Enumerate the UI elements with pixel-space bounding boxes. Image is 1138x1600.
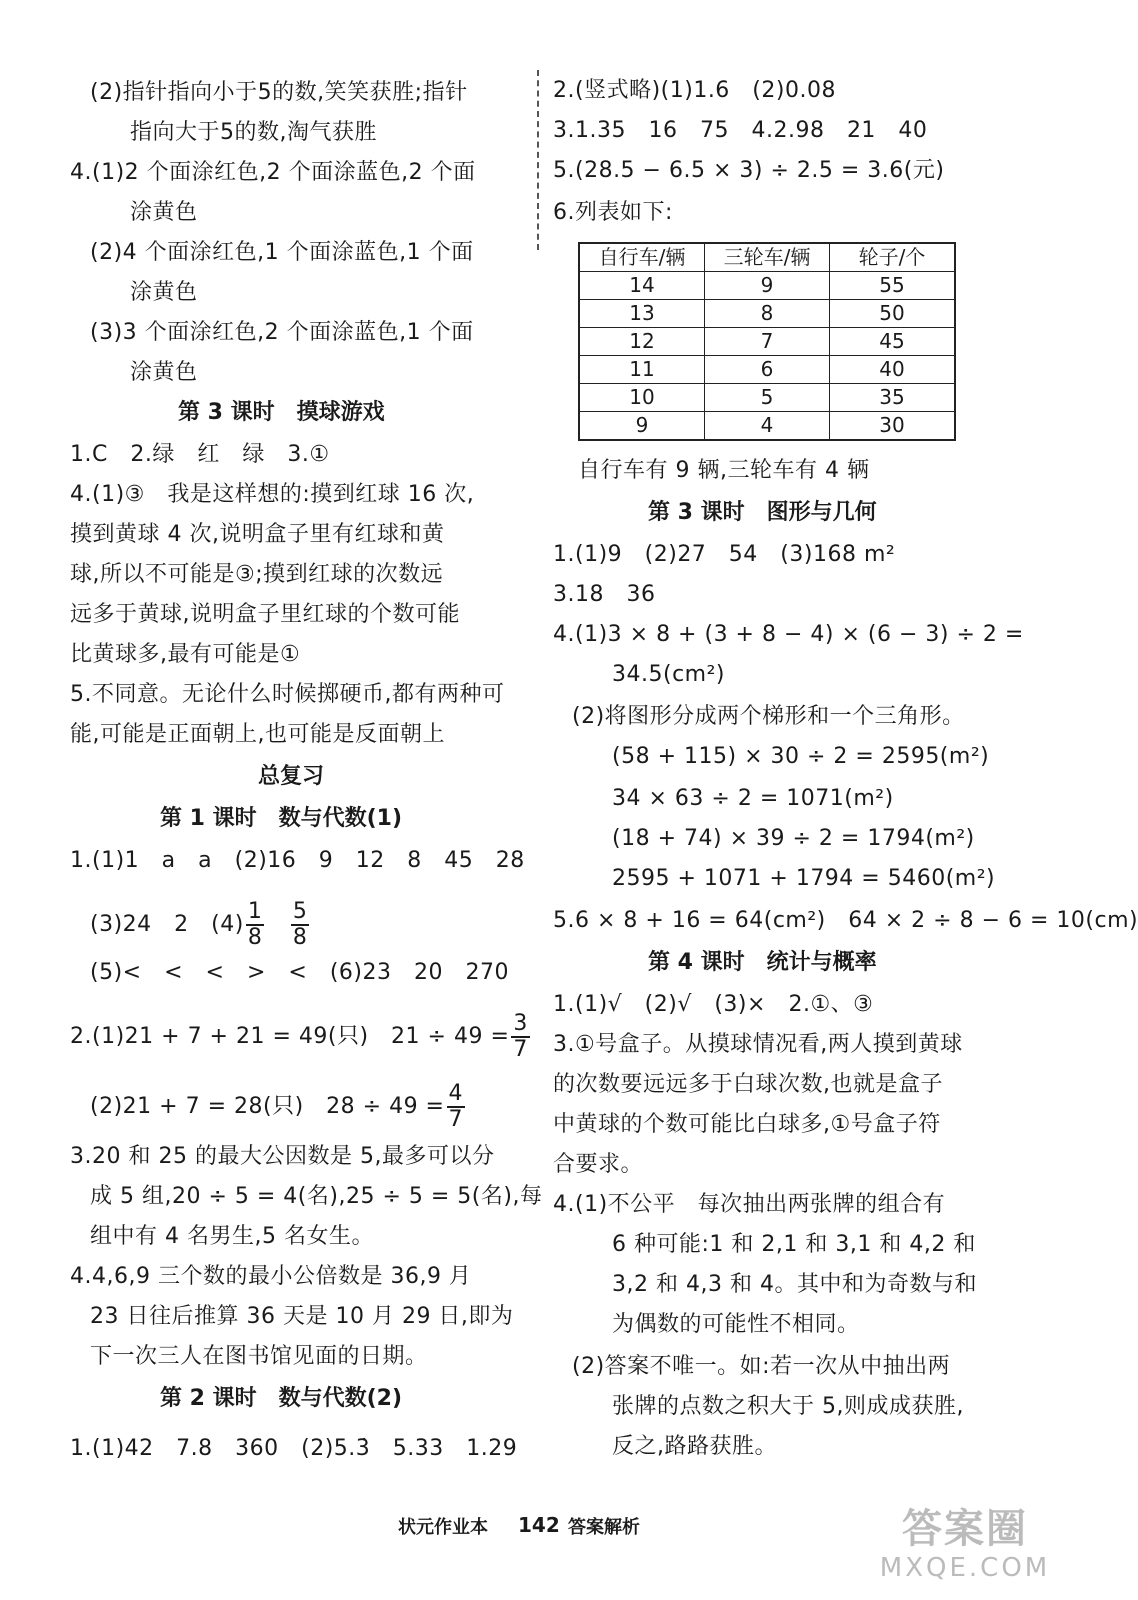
table-cell: 4 xyxy=(705,412,830,441)
fraction xyxy=(447,1082,466,1132)
text-line: 4.(1)不公平 每次抽出两张牌的组合有 xyxy=(553,1192,946,1217)
text-line: (18 + 74) × 39 ÷ 2 = 1794(m²) xyxy=(612,826,975,851)
text-line: 组中有 4 名男生,5 名女生。 xyxy=(90,1224,374,1249)
table-cell: 5 xyxy=(705,384,830,412)
section-heading: 第 1 课时 数与代数(1) xyxy=(160,806,403,831)
table-row xyxy=(579,272,955,300)
section-heading: 第 4 课时 统计与概率 xyxy=(648,950,877,975)
footer-section: 答案解析 xyxy=(568,1517,640,1538)
text-line: 34.5(cm²) xyxy=(612,662,725,687)
text-line: 涂黄色 xyxy=(130,360,198,385)
table-header-cell: 三轮车/辆 xyxy=(705,243,830,272)
table-cell: 6 xyxy=(705,356,830,384)
text-fragment: 2.(1)21 + 7 + 21 = 49(只) 21 ÷ 49 = xyxy=(70,1024,510,1049)
denominator: 8 xyxy=(292,925,308,950)
watermark-url: MXQE.COM xyxy=(879,1553,1051,1583)
text-line: 2.(竖式略)(1)1.6 (2)0.08 xyxy=(553,78,836,103)
text-line: 合要求。 xyxy=(553,1152,644,1177)
text-line: 能,可能是正面朝上,也可能是反面朝上 xyxy=(70,722,445,747)
text-line: 23 日往后推算 36 天是 10 月 29 日,即为 xyxy=(90,1304,514,1329)
text-line-with-fractions xyxy=(70,1012,532,1062)
text-line: (2)将图形分成两个梯形和一个三角形。 xyxy=(572,704,965,729)
text-line: 反之,路路获胜。 xyxy=(612,1434,777,1459)
section-heading: 第 3 课时 图形与几何 xyxy=(648,500,877,525)
denominator: 7 xyxy=(448,1107,463,1132)
text-line: 的次数要远远多于白球次数,也就是盒子 xyxy=(553,1072,943,1097)
table-row xyxy=(579,300,955,328)
table-header-cell: 轮子/个 xyxy=(830,243,956,272)
text-line: 自行车有 9 辆,三轮车有 4 辆 xyxy=(578,458,870,483)
table-row xyxy=(579,412,955,441)
text-line: (3)3 个面涂红色,2 个面涂蓝色,1 个面 xyxy=(90,320,474,345)
table-cell: 10 xyxy=(579,384,705,412)
text-line: 1.(1)9 (2)27 54 (3)168 m² xyxy=(553,542,896,567)
text-line: 远多于黄球,说明盒子里红球的个数可能 xyxy=(70,602,460,627)
text-line: 4.4,6,9 三个数的最小公倍数是 36,9 月 xyxy=(70,1264,472,1289)
column-divider xyxy=(537,70,539,250)
text-line: 涂黄色 xyxy=(130,200,198,225)
text-line: 中黄球的个数可能比白球多,①号盒子符 xyxy=(553,1112,941,1137)
footer-brand: 状元作业本 xyxy=(398,1517,488,1538)
section-heading: 总复习 xyxy=(258,764,325,789)
text-line: 摸到黄球 4 次,说明盒子里有红球和黄 xyxy=(70,522,445,547)
table-cell: 8 xyxy=(705,300,830,328)
text-line: 3.1.35 16 75 4.2.98 21 40 xyxy=(553,118,928,143)
section-heading: 第 2 课时 数与代数(2) xyxy=(160,1386,403,1411)
text-line: 指向大于5的数,淘气获胜 xyxy=(130,120,377,145)
text-fragment: (2)21 + 7 = 28(只) 28 ÷ 49 = xyxy=(90,1094,445,1119)
watermark-text: 答案圈 xyxy=(902,1506,1028,1552)
text-line: 张牌的点数之积大于 5,则成成获胜, xyxy=(612,1394,964,1419)
table-cell: 9 xyxy=(579,412,705,441)
text-line: 6 种可能:1 和 2,1 和 3,1 和 4,2 和 xyxy=(612,1232,976,1257)
table-cell: 55 xyxy=(830,272,956,300)
fraction xyxy=(246,900,265,950)
table-cell: 14 xyxy=(579,272,705,300)
text-line: 下一次三人在图书馆见面的日期。 xyxy=(90,1344,428,1369)
table-cell: 45 xyxy=(830,328,956,356)
text-line: (2)4 个面涂红色,1 个面涂蓝色,1 个面 xyxy=(90,240,474,265)
text-line: 4.(1)③ 我是这样想的:摸到红球 16 次, xyxy=(70,482,475,507)
watermark-logo xyxy=(870,1505,1060,1595)
page-number: 142 xyxy=(518,1513,560,1537)
text-line: 5.6 × 8 + 16 = 64(cm²) 64 × 2 ÷ 8 − 6 = 10(cm) xyxy=(553,908,1138,933)
text-line: 5.(28.5 − 6.5 × 3) ÷ 2.5 = 3.6(元) xyxy=(553,158,945,183)
text-line: 为偶数的可能性不相同。 xyxy=(612,1312,860,1337)
text-line: 比黄球多,最有可能是① xyxy=(70,642,301,667)
numerator: 1 xyxy=(247,899,263,924)
answer-table xyxy=(578,242,956,441)
table-cell: 12 xyxy=(579,328,705,356)
section-heading: 第 3 课时 摸球游戏 xyxy=(178,400,385,425)
table-header-row xyxy=(579,243,955,272)
table-cell: 50 xyxy=(830,300,956,328)
text-line: (5)< < < > < (6)23 20 270 xyxy=(90,960,509,985)
table-row xyxy=(579,384,955,412)
table-cell: 40 xyxy=(830,356,956,384)
text-line: 4.(1)2 个面涂红色,2 个面涂蓝色,2 个面 xyxy=(70,160,476,185)
table-cell: 35 xyxy=(830,384,956,412)
table-header-cell: 自行车/辆 xyxy=(579,243,705,272)
text-line: 3,2 和 4,3 和 4。其中和为奇数与和 xyxy=(612,1272,977,1297)
text-line-with-fractions xyxy=(90,900,311,950)
table-cell: 30 xyxy=(830,412,956,441)
fraction xyxy=(291,900,310,950)
text-line: 涂黄色 xyxy=(130,280,198,305)
text-line: (58 + 115) × 30 ÷ 2 = 2595(m²) xyxy=(612,744,990,769)
text-line: 3.①号盒子。从摸球情况看,两人摸到黄球 xyxy=(553,1032,963,1057)
text-line: 球,所以不可能是③;摸到红球的次数远 xyxy=(70,562,444,587)
text-fragment: (3)24 2 (4) xyxy=(90,912,244,937)
numerator: 5 xyxy=(292,899,308,924)
table-cell: 11 xyxy=(579,356,705,384)
text-line: 2595 + 1071 + 1794 = 5460(m²) xyxy=(612,866,996,891)
text-line: (2)答案不唯一。如:若一次从中抽出两 xyxy=(572,1354,951,1379)
fraction xyxy=(511,1012,530,1062)
table-cell: 13 xyxy=(579,300,705,328)
text-line: 1.(1)1 a a (2)16 9 12 8 45 28 xyxy=(70,848,525,873)
text-line: 6.列表如下: xyxy=(553,200,673,225)
numerator: 3 xyxy=(513,1011,528,1036)
table-row xyxy=(579,356,955,384)
numerator: 4 xyxy=(448,1081,463,1106)
table-cell: 9 xyxy=(705,272,830,300)
text-line-with-fractions xyxy=(90,1082,467,1132)
text-line: 1.(1)√ (2)√ (3)× 2.①、③ xyxy=(553,992,874,1017)
table-cell: 7 xyxy=(705,328,830,356)
text-line: 34 × 63 ÷ 2 = 1071(m²) xyxy=(612,786,894,811)
text-line: 成 5 组,20 ÷ 5 = 4(名),25 ÷ 5 = 5(名),每 xyxy=(90,1184,543,1209)
text-line: 5.不同意。无论什么时候掷硬币,都有两种可 xyxy=(70,682,505,707)
text-line: (2)指针指向小于5的数,笑笑获胜;指针 xyxy=(90,80,468,105)
denominator: 8 xyxy=(247,925,263,950)
text-line: 1.(1)42 7.8 360 (2)5.3̇ 5.33 1.29 xyxy=(70,1436,518,1461)
text-line: 3.20 和 25 的最大公因数是 5,最多可以分 xyxy=(70,1144,495,1169)
text-line: 3.18 36 xyxy=(553,582,656,607)
denominator: 7 xyxy=(513,1037,528,1062)
text-line: 1.C 2.绿 红 绿 3.① xyxy=(70,442,330,467)
text-line: 4.(1)3 × 8 + (3 + 8 − 4) × (6 − 3) ÷ 2 = xyxy=(553,622,1024,647)
table-row xyxy=(579,328,955,356)
